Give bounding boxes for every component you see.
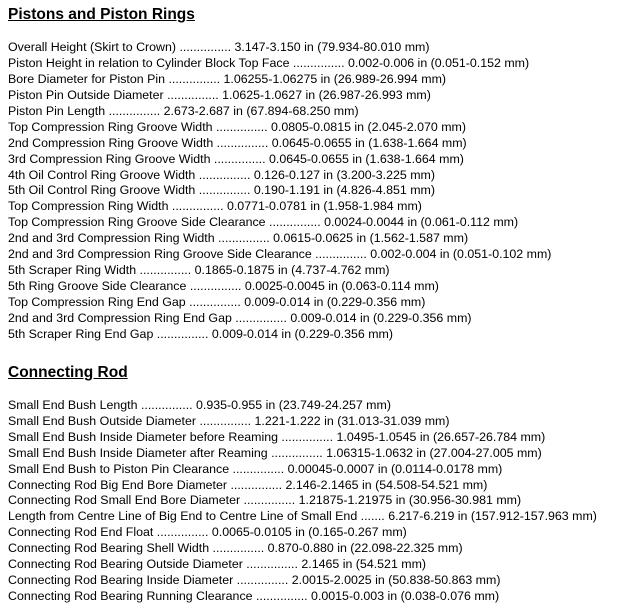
spec-line: Top Compression Ring Groove Width ............... 0.0805-0.0815 in (2.045-2.070 mm) (8, 119, 466, 134)
spec-line: Bore Diameter for Piston Pin ............... 1.06255-1.06275 in (26.989-26.994 mm) (8, 71, 447, 86)
spec-line: Connecting Rod End Float ............... 0.0065-0.0105 in (0.165-0.267 mm) (8, 525, 407, 540)
spec-line: Small End Bush Outside Diameter ............... 1.221-1.222 in (31.013-31.039 mm) (8, 413, 450, 428)
spec-line: 2nd and 3rd Compression Ring Width ............... 0.0615-0.0625 in (1.562-1.587 mm) (8, 231, 469, 246)
section-title-connecting-rod: Connecting Rod (8, 363, 128, 381)
spec-line: Connecting Rod Bearing Outside Diameter ............... 2.1465 in (54.521 mm) (8, 557, 427, 572)
spec-line: Piston Pin Length ............... 2.673-2.687 in (67.894-68.250 mm) (8, 103, 359, 118)
spec-line: Top Compression Ring Groove Side Clearance ............... 0.0024-0.0044 in (0.061-0.112 mm) (8, 215, 519, 230)
spec-line: Connecting Rod Big End Bore Diameter ............... 2.146-2.1465 in (54.508-54.521 mm) (8, 477, 488, 492)
spec-line: 5th Ring Groove Side Clearance ............... 0.0025-0.0045 in (0.063-0.114 mm) (8, 279, 439, 294)
spec-line: 5th Scraper Ring Width ............... 0.1865-0.1875 in (4.737-4.762 mm) (8, 263, 390, 278)
spec-line: Connecting Rod Bearing Running Clearance ............... 0.0015-0.003 in (0.038-0.076 mm) (8, 589, 500, 604)
spec-line: 3rd Compression Ring Groove Width ............... 0.0645-0.0655 in (1.638-1.664 mm) (8, 151, 464, 166)
spec-line: Overall Height (Skirt to Crown) ............... 3.147-3.150 in (79.934-80.010 mm) (8, 40, 430, 54)
spec-line: 5th Oil Control Ring Groove Width ............... 0.190-1.191 in (4.826-4.851 mm) (8, 183, 435, 198)
connecting-rod-spec-list (8, 398, 632, 605)
spec-line: Top Compression Ring Width ............... 0.0771-0.0781 in (1.958-1.984 mm) (8, 199, 422, 214)
spec-line: Small End Bush Length ............... 0.935-0.955 in (23.749-24.257 mm) (8, 397, 391, 412)
spec-line: Connecting Rod Small End Bore Diameter ............... 1.21875-1.21975 in (30.956-30.981 mm) (8, 493, 522, 508)
spec-line: Connecting Rod Bearing Shell Width ............... 0.870-0.880 in (22.098-22.325 mm) (8, 541, 463, 556)
spec-line: 2nd Compression Ring Groove Width ............... 0.0645-0.0655 in (1.638-1.664 mm) (8, 135, 467, 150)
spec-line: Piston Height in relation to Cylinder Block Top Face ............... 0.002-0.006 in (0.051-0.152 mm) (8, 55, 530, 70)
spec-line: Small End Bush Inside Diameter before Reaming ............... 1.0495-1.0545 in (26.657-26.784 mm) (8, 429, 546, 444)
spec-line: 2nd and 3rd Compression Ring Groove Side Clearance ............... 0.002-0.004 in (0.051-0.102 mm) (8, 247, 552, 262)
spec-line: Length from Centre Line of Big End to Centre Line of Small End ....... 6.217-6.219 in (157.912-157.963 mm) (8, 509, 597, 524)
spec-line: 4th Oil Control Ring Groove Width ............... 0.126-0.127 in (3.200-3.225 mm) (8, 167, 435, 182)
spec-line: 5th Scraper Ring End Gap ............... 0.009-0.014 in (0.229-0.356 mm) (8, 326, 393, 341)
spec-line: Small End Bush Inside Diameter after Reaming ............... 1.06315-1.0632 in (27.004-27.005 mm) (8, 445, 542, 460)
pistons-spec-list (8, 40, 632, 343)
section-title-pistons: Pistons and Piston Rings (8, 6, 195, 23)
spec-line: Connecting Rod Bearing Inside Diameter ............... 2.0015-2.0025 in (50.838-50.863 mm) (8, 573, 501, 588)
spec-line: 2nd and 3rd Compression Ring End Gap ............... 0.009-0.014 in (0.229-0.356 mm) (8, 310, 472, 325)
spec-line: Piston Pin Outside Diameter ............... 1.0625-1.0627 in (26.987-26.993 mm) (8, 87, 431, 102)
spec-line: Top Compression Ring End Gap ............... 0.009-0.014 in (0.229-0.356 mm) (8, 295, 426, 309)
spec-line: Small End Bush to Piston Pin Clearance ............... 0.00045-0.0007 in (0.0114-0.0178 mm) (8, 461, 503, 476)
